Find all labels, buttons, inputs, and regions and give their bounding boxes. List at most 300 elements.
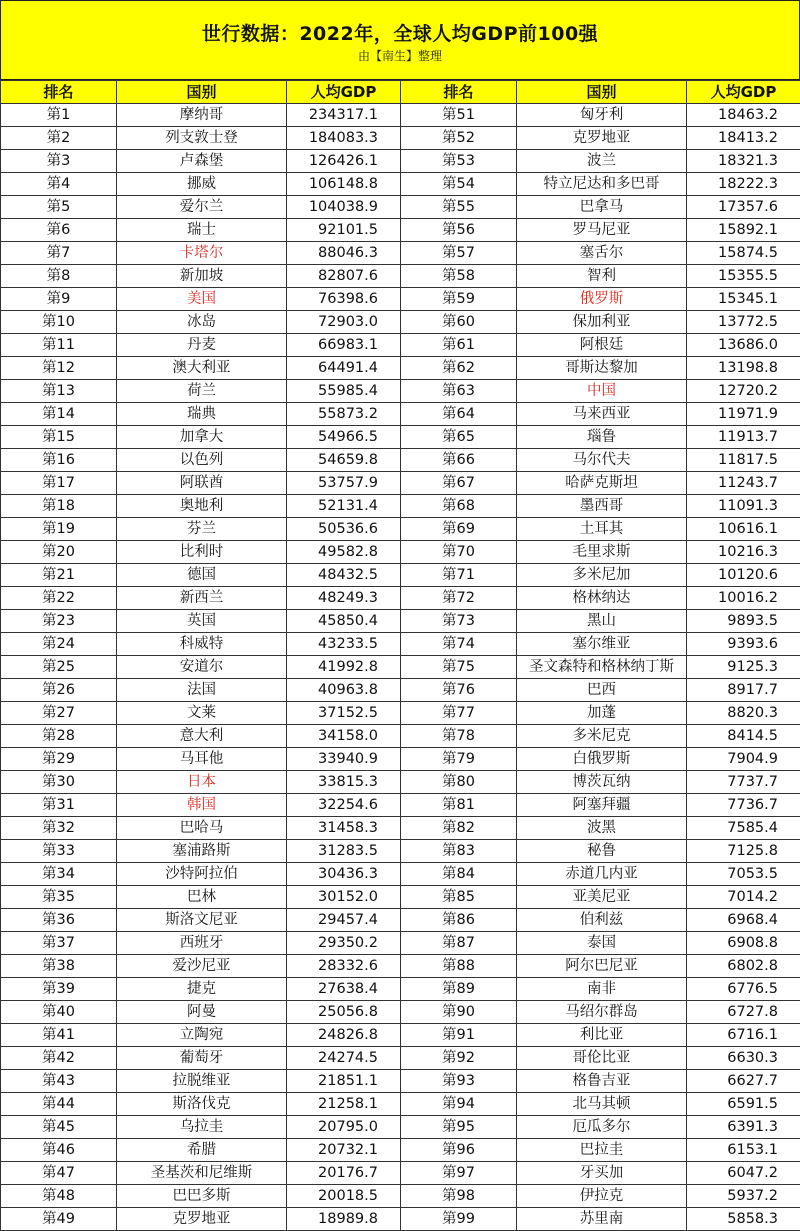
rank-cell: 第39 xyxy=(1,978,117,1001)
rank-cell: 第55 xyxy=(401,196,517,219)
country-cell: 圣文森特和格林纳丁斯 xyxy=(517,656,687,679)
gdp-cell: 64491.4 xyxy=(287,357,401,380)
rank-cell: 第59 xyxy=(401,288,517,311)
gdp-cell: 20795.0 xyxy=(287,1116,401,1139)
table-row xyxy=(1,173,800,196)
country-cell: 新加坡 xyxy=(117,265,287,288)
country-cell: 爱尔兰 xyxy=(117,196,287,219)
country-cell: 奥地利 xyxy=(117,495,287,518)
table-row xyxy=(1,357,800,380)
rank-cell: 第87 xyxy=(401,932,517,955)
country-cell: 瑞士 xyxy=(117,219,287,242)
country-cell: 马绍尔群岛 xyxy=(517,1001,687,1024)
rank-cell: 第91 xyxy=(401,1024,517,1047)
gdp-cell: 18413.2 xyxy=(687,127,800,150)
table-row xyxy=(1,380,800,403)
rank-cell: 第19 xyxy=(1,518,117,541)
gdp-cell: 48249.3 xyxy=(287,587,401,610)
gdp-cell: 30436.3 xyxy=(287,863,401,886)
rank-cell: 第83 xyxy=(401,840,517,863)
gdp-cell: 18222.3 xyxy=(687,173,800,196)
country-cell: 阿尔巴尼亚 xyxy=(517,955,687,978)
country-cell: 伯利兹 xyxy=(517,909,687,932)
rank-cell: 第90 xyxy=(401,1001,517,1024)
table-row xyxy=(1,472,800,495)
rank-cell: 第46 xyxy=(1,1139,117,1162)
country-cell: 匈牙利 xyxy=(517,104,687,127)
col-header-country-left: 国别 xyxy=(117,81,287,104)
gdp-cell: 41992.8 xyxy=(287,656,401,679)
country-cell: 沙特阿拉伯 xyxy=(117,863,287,886)
gdp-cell: 7125.8 xyxy=(687,840,800,863)
gdp-cell: 20018.5 xyxy=(287,1185,401,1208)
gdp-cell: 10120.6 xyxy=(687,564,800,587)
table-row xyxy=(1,1001,800,1024)
rank-cell: 第51 xyxy=(401,104,517,127)
table-row xyxy=(1,1116,800,1139)
rank-cell: 第31 xyxy=(1,794,117,817)
rank-cell: 第56 xyxy=(401,219,517,242)
table-row xyxy=(1,1162,800,1185)
rank-cell: 第52 xyxy=(401,127,517,150)
table-row xyxy=(1,518,800,541)
country-cell: 圣基茨和尼维斯 xyxy=(117,1162,287,1185)
rank-cell: 第75 xyxy=(401,656,517,679)
table-row xyxy=(1,288,800,311)
gdp-cell: 20176.7 xyxy=(287,1162,401,1185)
gdp-cell: 13198.8 xyxy=(687,357,800,380)
table-header-row xyxy=(1,81,800,104)
country-cell: 墨西哥 xyxy=(517,495,687,518)
gdp-cell: 15355.5 xyxy=(687,265,800,288)
country-cell: 白俄罗斯 xyxy=(517,748,687,771)
country-cell: 斯洛伐克 xyxy=(117,1093,287,1116)
rank-cell: 第7 xyxy=(1,242,117,265)
gdp-cell: 12720.2 xyxy=(687,380,800,403)
rank-cell: 第6 xyxy=(1,219,117,242)
rank-cell: 第67 xyxy=(401,472,517,495)
country-cell: 新西兰 xyxy=(117,587,287,610)
country-cell: 泰国 xyxy=(517,932,687,955)
gdp-cell: 126426.1 xyxy=(287,150,401,173)
country-cell: 科威特 xyxy=(117,633,287,656)
rank-cell: 第36 xyxy=(1,909,117,932)
gdp-cell: 27638.4 xyxy=(287,978,401,1001)
rank-cell: 第70 xyxy=(401,541,517,564)
table-row xyxy=(1,679,800,702)
gdp-cell: 6968.4 xyxy=(687,909,800,932)
table-row xyxy=(1,426,800,449)
country-cell: 加拿大 xyxy=(117,426,287,449)
country-cell: 阿根廷 xyxy=(517,334,687,357)
table-row xyxy=(1,449,800,472)
country-cell: 塞浦路斯 xyxy=(117,840,287,863)
rank-cell: 第76 xyxy=(401,679,517,702)
gdp-cell: 29350.2 xyxy=(287,932,401,955)
rank-cell: 第78 xyxy=(401,725,517,748)
gdp-cell: 106148.8 xyxy=(287,173,401,196)
gdp-cell: 10216.3 xyxy=(687,541,800,564)
rank-cell: 第53 xyxy=(401,150,517,173)
rank-cell: 第35 xyxy=(1,886,117,909)
country-cell: 马来西亚 xyxy=(517,403,687,426)
country-cell: 伊拉克 xyxy=(517,1185,687,1208)
country-cell: 阿塞拜疆 xyxy=(517,794,687,817)
gdp-cell: 18321.3 xyxy=(687,150,800,173)
rank-cell: 第69 xyxy=(401,518,517,541)
table-row xyxy=(1,748,800,771)
gdp-cell: 18989.8 xyxy=(287,1208,401,1231)
rank-cell: 第43 xyxy=(1,1070,117,1093)
country-cell: 立陶宛 xyxy=(117,1024,287,1047)
gdp-cell: 29457.4 xyxy=(287,909,401,932)
gdp-cell: 7904.9 xyxy=(687,748,800,771)
table-row xyxy=(1,219,800,242)
country-cell: 博茨瓦纳 xyxy=(517,771,687,794)
rank-cell: 第84 xyxy=(401,863,517,886)
gdp-cell: 104038.9 xyxy=(287,196,401,219)
country-cell: 拉脱维亚 xyxy=(117,1070,287,1093)
country-cell: 格鲁吉亚 xyxy=(517,1070,687,1093)
country-cell: 阿曼 xyxy=(117,1001,287,1024)
gdp-cell: 15892.1 xyxy=(687,219,800,242)
gdp-cell: 9125.3 xyxy=(687,656,800,679)
table-row xyxy=(1,242,800,265)
country-cell: 丹麦 xyxy=(117,334,287,357)
rank-cell: 第40 xyxy=(1,1001,117,1024)
country-cell: 多米尼加 xyxy=(517,564,687,587)
rank-cell: 第82 xyxy=(401,817,517,840)
rank-cell: 第15 xyxy=(1,426,117,449)
table-row xyxy=(1,610,800,633)
country-cell: 厄瓜多尔 xyxy=(517,1116,687,1139)
gdp-cell: 9393.6 xyxy=(687,633,800,656)
country-cell: 英国 xyxy=(117,610,287,633)
col-header-country-right: 国别 xyxy=(517,81,687,104)
rank-cell: 第29 xyxy=(1,748,117,771)
gdp-cell: 33940.9 xyxy=(287,748,401,771)
rank-cell: 第45 xyxy=(1,1116,117,1139)
country-cell: 斯洛文尼亚 xyxy=(117,909,287,932)
gdp-cell: 6727.8 xyxy=(687,1001,800,1024)
country-cell: 瑞典 xyxy=(117,403,287,426)
rank-cell: 第72 xyxy=(401,587,517,610)
rank-cell: 第16 xyxy=(1,449,117,472)
country-cell: 卢森堡 xyxy=(117,150,287,173)
gdp-table xyxy=(0,80,800,1231)
rank-cell: 第33 xyxy=(1,840,117,863)
rank-cell: 第11 xyxy=(1,334,117,357)
table-row xyxy=(1,1185,800,1208)
country-cell: 中国 xyxy=(517,380,687,403)
gdp-cell: 21258.1 xyxy=(287,1093,401,1116)
country-cell: 阿联酋 xyxy=(117,472,287,495)
rank-cell: 第34 xyxy=(1,863,117,886)
country-cell: 瑙鲁 xyxy=(517,426,687,449)
country-cell: 波黑 xyxy=(517,817,687,840)
country-cell: 安道尔 xyxy=(117,656,287,679)
country-cell: 美国 xyxy=(117,288,287,311)
rank-cell: 第28 xyxy=(1,725,117,748)
gdp-cell: 6630.3 xyxy=(687,1047,800,1070)
country-cell: 智利 xyxy=(517,265,687,288)
country-cell: 马尔代夫 xyxy=(517,449,687,472)
rank-cell: 第1 xyxy=(1,104,117,127)
gdp-cell: 6391.3 xyxy=(687,1116,800,1139)
gdp-cell: 20732.1 xyxy=(287,1139,401,1162)
rank-cell: 第14 xyxy=(1,403,117,426)
rank-cell: 第79 xyxy=(401,748,517,771)
table-body xyxy=(1,104,800,1231)
table-row xyxy=(1,955,800,978)
gdp-cell: 5937.2 xyxy=(687,1185,800,1208)
title-banner xyxy=(0,0,800,80)
country-cell: 捷克 xyxy=(117,978,287,1001)
country-cell: 乌拉圭 xyxy=(117,1116,287,1139)
table-row xyxy=(1,495,800,518)
country-cell: 哥伦比亚 xyxy=(517,1047,687,1070)
country-cell: 罗马尼亚 xyxy=(517,219,687,242)
gdp-cell: 24274.5 xyxy=(287,1047,401,1070)
country-cell: 西班牙 xyxy=(117,932,287,955)
country-cell: 摩纳哥 xyxy=(117,104,287,127)
rank-cell: 第89 xyxy=(401,978,517,1001)
gdp-cell: 13686.0 xyxy=(687,334,800,357)
col-header-gdp-right: 人均GDP xyxy=(687,81,800,104)
country-cell: 多米尼克 xyxy=(517,725,687,748)
rank-cell: 第41 xyxy=(1,1024,117,1047)
table-row xyxy=(1,771,800,794)
country-cell: 澳大利亚 xyxy=(117,357,287,380)
gdp-cell: 33815.3 xyxy=(287,771,401,794)
gdp-cell: 6153.1 xyxy=(687,1139,800,1162)
rank-cell: 第92 xyxy=(401,1047,517,1070)
table-row xyxy=(1,564,800,587)
gdp-cell: 45850.4 xyxy=(287,610,401,633)
rank-cell: 第24 xyxy=(1,633,117,656)
gdp-cell: 28332.6 xyxy=(287,955,401,978)
gdp-cell: 21851.1 xyxy=(287,1070,401,1093)
rank-cell: 第26 xyxy=(1,679,117,702)
table-row xyxy=(1,656,800,679)
gdp-cell: 9893.5 xyxy=(687,610,800,633)
gdp-cell: 7014.2 xyxy=(687,886,800,909)
rank-cell: 第63 xyxy=(401,380,517,403)
rank-cell: 第93 xyxy=(401,1070,517,1093)
country-cell: 冰岛 xyxy=(117,311,287,334)
rank-cell: 第62 xyxy=(401,357,517,380)
gdp-cell: 32254.6 xyxy=(287,794,401,817)
rank-cell: 第38 xyxy=(1,955,117,978)
country-cell: 加蓬 xyxy=(517,702,687,725)
gdp-cell: 82807.6 xyxy=(287,265,401,288)
col-header-rank-right: 排名 xyxy=(401,81,517,104)
gdp-cell: 34158.0 xyxy=(287,725,401,748)
country-cell: 俄罗斯 xyxy=(517,288,687,311)
gdp-cell: 17357.6 xyxy=(687,196,800,219)
rank-cell: 第61 xyxy=(401,334,517,357)
gdp-cell: 55985.4 xyxy=(287,380,401,403)
table-row xyxy=(1,1093,800,1116)
table-row xyxy=(1,150,800,173)
country-cell: 赤道几内亚 xyxy=(517,863,687,886)
country-cell: 荷兰 xyxy=(117,380,287,403)
country-cell: 巴巴多斯 xyxy=(117,1185,287,1208)
rank-cell: 第96 xyxy=(401,1139,517,1162)
country-cell: 波兰 xyxy=(517,150,687,173)
country-cell: 以色列 xyxy=(117,449,287,472)
country-cell: 意大利 xyxy=(117,725,287,748)
rank-cell: 第21 xyxy=(1,564,117,587)
gdp-cell: 6908.8 xyxy=(687,932,800,955)
table-row xyxy=(1,1047,800,1070)
rank-cell: 第54 xyxy=(401,173,517,196)
gdp-cell: 5858.3 xyxy=(687,1208,800,1231)
country-cell: 德国 xyxy=(117,564,287,587)
table-row xyxy=(1,1070,800,1093)
gdp-cell: 72903.0 xyxy=(287,311,401,334)
rank-cell: 第64 xyxy=(401,403,517,426)
table-row xyxy=(1,104,800,127)
country-cell: 保加利亚 xyxy=(517,311,687,334)
col-header-rank-left: 排名 xyxy=(1,81,117,104)
rank-cell: 第13 xyxy=(1,380,117,403)
gdp-cell: 37152.5 xyxy=(287,702,401,725)
country-cell: 日本 xyxy=(117,771,287,794)
rank-cell: 第60 xyxy=(401,311,517,334)
rank-cell: 第98 xyxy=(401,1185,517,1208)
gdp-cell: 11091.3 xyxy=(687,495,800,518)
gdp-cell: 66983.1 xyxy=(287,334,401,357)
rank-cell: 第23 xyxy=(1,610,117,633)
table-row xyxy=(1,725,800,748)
gdp-cell: 54966.5 xyxy=(287,426,401,449)
rank-cell: 第22 xyxy=(1,587,117,610)
rank-cell: 第4 xyxy=(1,173,117,196)
gdp-cell: 54659.8 xyxy=(287,449,401,472)
gdp-cell: 6627.7 xyxy=(687,1070,800,1093)
country-cell: 塞尔维亚 xyxy=(517,633,687,656)
page-title: 世行数据：2022年，全球人均GDP前100强 xyxy=(1,19,799,46)
gdp-cell: 234317.1 xyxy=(287,104,401,127)
table-row xyxy=(1,1208,800,1231)
table-row xyxy=(1,840,800,863)
rank-cell: 第47 xyxy=(1,1162,117,1185)
rank-cell: 第32 xyxy=(1,817,117,840)
country-cell: 巴西 xyxy=(517,679,687,702)
table-row xyxy=(1,587,800,610)
rank-cell: 第30 xyxy=(1,771,117,794)
table-row xyxy=(1,1024,800,1047)
gdp-cell: 15874.5 xyxy=(687,242,800,265)
country-cell: 卡塔尔 xyxy=(117,242,287,265)
table-row xyxy=(1,196,800,219)
country-cell: 韩国 xyxy=(117,794,287,817)
table-row xyxy=(1,1139,800,1162)
table-row xyxy=(1,932,800,955)
rank-cell: 第20 xyxy=(1,541,117,564)
rank-cell: 第9 xyxy=(1,288,117,311)
table-row xyxy=(1,817,800,840)
table-row xyxy=(1,127,800,150)
rank-cell: 第2 xyxy=(1,127,117,150)
table-row xyxy=(1,311,800,334)
country-cell: 巴拉圭 xyxy=(517,1139,687,1162)
gdp-cell: 43233.5 xyxy=(287,633,401,656)
gdp-cell: 11817.5 xyxy=(687,449,800,472)
gdp-cell: 184083.3 xyxy=(287,127,401,150)
country-cell: 巴林 xyxy=(117,886,287,909)
country-cell: 塞舌尔 xyxy=(517,242,687,265)
rank-cell: 第77 xyxy=(401,702,517,725)
country-cell: 土耳其 xyxy=(517,518,687,541)
table-row xyxy=(1,702,800,725)
rank-cell: 第71 xyxy=(401,564,517,587)
gdp-cell: 30152.0 xyxy=(287,886,401,909)
table-row xyxy=(1,978,800,1001)
table-row xyxy=(1,334,800,357)
rank-cell: 第42 xyxy=(1,1047,117,1070)
country-cell: 秘鲁 xyxy=(517,840,687,863)
country-cell: 格林纳达 xyxy=(517,587,687,610)
gdp-cell: 8414.5 xyxy=(687,725,800,748)
gdp-cell: 7736.7 xyxy=(687,794,800,817)
country-cell: 毛里求斯 xyxy=(517,541,687,564)
gdp-cell: 76398.6 xyxy=(287,288,401,311)
table-row xyxy=(1,265,800,288)
gdp-cell: 52131.4 xyxy=(287,495,401,518)
rank-cell: 第68 xyxy=(401,495,517,518)
rank-cell: 第88 xyxy=(401,955,517,978)
country-cell: 北马其顿 xyxy=(517,1093,687,1116)
gdp-cell: 49582.8 xyxy=(287,541,401,564)
rank-cell: 第27 xyxy=(1,702,117,725)
rank-cell: 第66 xyxy=(401,449,517,472)
country-cell: 列支敦士登 xyxy=(117,127,287,150)
country-cell: 文莱 xyxy=(117,702,287,725)
rank-cell: 第65 xyxy=(401,426,517,449)
country-cell: 葡萄牙 xyxy=(117,1047,287,1070)
country-cell: 芬兰 xyxy=(117,518,287,541)
gdp-cell: 6047.2 xyxy=(687,1162,800,1185)
gdp-cell: 48432.5 xyxy=(287,564,401,587)
country-cell: 特立尼达和多巴哥 xyxy=(517,173,687,196)
country-cell: 亚美尼亚 xyxy=(517,886,687,909)
country-cell: 黑山 xyxy=(517,610,687,633)
table-row xyxy=(1,909,800,932)
country-cell: 哥斯达黎加 xyxy=(517,357,687,380)
rank-cell: 第8 xyxy=(1,265,117,288)
gdp-cell: 11913.7 xyxy=(687,426,800,449)
rank-cell: 第85 xyxy=(401,886,517,909)
gdp-cell: 7737.7 xyxy=(687,771,800,794)
rank-cell: 第86 xyxy=(401,909,517,932)
table-row xyxy=(1,633,800,656)
gdp-cell: 6716.1 xyxy=(687,1024,800,1047)
country-cell: 牙买加 xyxy=(517,1162,687,1185)
country-cell: 法国 xyxy=(117,679,287,702)
gdp-cell: 7585.4 xyxy=(687,817,800,840)
gdp-cell: 53757.9 xyxy=(287,472,401,495)
rank-cell: 第74 xyxy=(401,633,517,656)
rank-cell: 第80 xyxy=(401,771,517,794)
rank-cell: 第3 xyxy=(1,150,117,173)
rank-cell: 第95 xyxy=(401,1116,517,1139)
gdp-cell: 8820.3 xyxy=(687,702,800,725)
gdp-cell: 11971.9 xyxy=(687,403,800,426)
country-cell: 挪威 xyxy=(117,173,287,196)
country-cell: 克罗地亚 xyxy=(117,1208,287,1231)
